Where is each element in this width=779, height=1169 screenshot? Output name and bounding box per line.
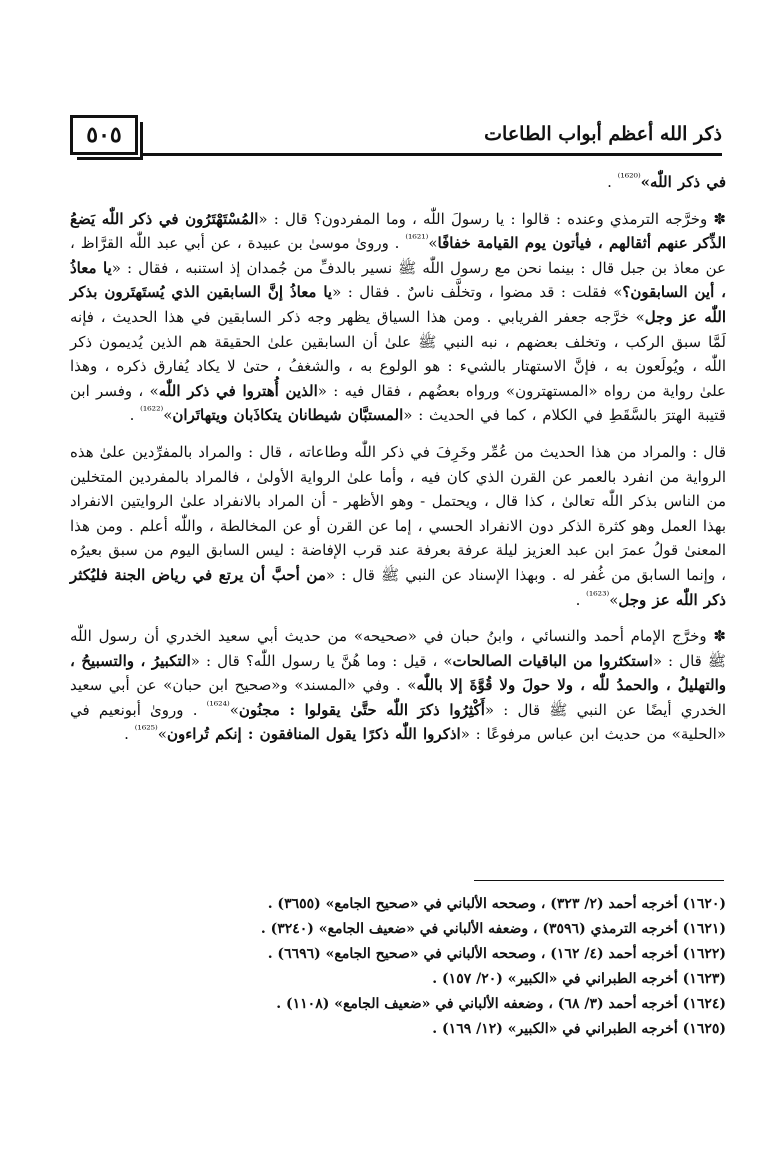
paragraph xyxy=(70,624,726,747)
main-text xyxy=(70,170,726,759)
text-run: » فقلت : قد مضوا ، وتخلَّف ناسٌ . فقال : « xyxy=(332,283,623,302)
footnote: (١٦٢٥) أخرجه الطبراني في «الكبير» (١٢/ ١٦٩) . xyxy=(432,1021,726,1037)
text-run: . xyxy=(607,173,618,191)
text-run: . xyxy=(124,725,135,744)
quoted-text: من أحبَّ أن يرتع في رياض الجنة فليُكثر ذكر اللّٰه عز وجل xyxy=(70,565,726,609)
text-run: ✽ وخرَّجه الترمذي وعنده : قالوا : يا رسولَ اللّٰه ، وما المفردون؟ قال : « xyxy=(258,209,727,228)
text-run: . وروىٰ أبونعيم في «الحلية» من حديث ابن عباس مرفوعًا : « xyxy=(70,700,726,744)
text-run: » خرَّجه جعفر الفريابي . ومن هذا السياق يظهر وجه ذكر السابقين في هذا الحديث ، فإنه لَمَّا سبق الركب ، وتخلف بعضهم ، نبه النبي ﷺ علىٰ أن السابقين علىٰ الحقيقة هم الذين يُديمون ذكر اللّٰه ، ويُولَعون به ، فإنَّ الاستهتار بالشيء : هو الولوع به ، والشغفُ ، حتىٰ لا يكاد يُفارق ذكره ، وهذا علىٰ رواية من رواه «المستهترون» ورواه بعضُهم ، فقال فيه : « xyxy=(70,307,727,400)
footnote: (١٦٢٣) أخرجه الطبراني في «الكبير» (٢٠/ ١٥٧) . xyxy=(432,971,726,987)
paragraph xyxy=(70,207,726,428)
text-run: . xyxy=(129,406,141,425)
footnote: (١٦٢٢) أخرجه أحمد (٤/ ١٦٢) ، وصححه الألباني في «صحيح الجامع» (٦٦٩٦) . xyxy=(267,946,726,962)
text-run: » ، قيل : وما هُنَّ يا رسول اللّٰه؟ قال : « xyxy=(190,651,453,670)
footnote-ref: ⁽¹⁶²²⁾ xyxy=(140,404,164,418)
text-run: » xyxy=(157,725,167,744)
header-rule xyxy=(142,153,722,156)
footnote-ref: ⁽¹⁶²⁰⁾ xyxy=(617,171,641,184)
quoted-text: يا معاذُ إنَّ السابقين الذي يُستَهتَرون بذكر اللّٰه عز وجل xyxy=(70,283,727,326)
footnote-ref: ⁽¹⁶²⁵⁾ xyxy=(134,723,158,737)
text-run: » xyxy=(428,234,438,253)
text-run: قال : والمراد من هذا الحديث من عُمِّر وخَرِفَ في ذكر اللّٰه وطاعاته ، قال : والمراد بالمفرِّدين علىٰ هذه الرواية من انفرد بالعمر عن القرن الذي كان فيه ، وأما علىٰ الرواية الأولىٰ ، فالمراد بالمفردين المتخلين من الناس بذكر اللّٰه تعالىٰ ، كذا قال ، ويحتمل - وهو الأظهر - أن المراد بالانفراد علىٰ الروايتين الانفراد بهذا العمل وهو كثرة الذكر دون الانفراد الحسي ، إما عن القرن أو عن المخالطة ، واللّٰه أعلم . ومن هذا المعنىٰ قولُ عمرَ ابن عبد العزيز ليلة عرفة بعرفة عند قرب الإفاضة : ليس السابق اليوم من سبق بعيرُه ، وإنما السابق من غُفر له . وبهذا الإسناد عن النبي ﷺ قال : « xyxy=(70,442,726,584)
quoted-text: أَكْثِرُوا ذكرَ اللّٰه حتَّىٰ يقولوا : مجنُون xyxy=(238,700,485,719)
footnotes xyxy=(120,892,726,1042)
text-run: . وروىٰ موسىٰ بن عبيدة ، عن أبي عبد اللّٰه القرَّاظ ، عن معاذ بن جبل قال : بينما نحن مع رسول اللّٰه ﷺ نسير بالدفِّ من جُمدان إذ استنبه ، فقال : « xyxy=(70,234,726,277)
page-number-box xyxy=(70,115,138,155)
text-run: » ، وفسر ابن قتيبة الهترَ بالسَّقَطِ في الكلام ، كما في الحديث : « xyxy=(70,381,726,425)
page-header xyxy=(70,115,722,159)
quoted-text: اذكروا اللّٰه ذكرًا يقول المنافقون : إنكم تُراءون xyxy=(166,725,461,744)
quoted-text: الذين أُهتروا في ذكر اللّٰه xyxy=(158,381,318,400)
text-run: » xyxy=(609,590,619,609)
quoted-text: استكثروا من الباقيات الصالحات xyxy=(452,651,653,670)
quoted-text: المُسْتَهْتَرُون في ذكر اللّٰه يَضعُ الذِّكر عنهم أثقالهم ، فيأتون يوم القيامة خفافًا xyxy=(70,209,727,253)
paragraph xyxy=(70,170,726,195)
text-run: » xyxy=(229,700,239,719)
page-number: ٥٠٥ xyxy=(86,122,122,148)
footnote-ref: ⁽¹⁶²¹⁾ xyxy=(405,232,429,246)
footnote: (١٦٢٠) أخرجه أحمد (٢/ ٣٢٣) ، وصححه الألباني في «صحيح الجامع» (٣٦٥٥) . xyxy=(267,896,726,912)
footnote-ref: ⁽¹⁶²⁴⁾ xyxy=(206,698,230,712)
text-run: ✽ وخرَّج الإمام أحمد والنسائي ، وابنُ حبان في «صحيحه» من حديث أبي سعيد الخدري أن رسول اللّٰه ﷺ قال : « xyxy=(70,627,726,670)
quoted-text: في ذكر اللّٰه» xyxy=(640,173,726,191)
footnote-separator xyxy=(474,880,724,881)
text-run: » xyxy=(163,406,173,425)
quoted-text: يا معاذُ ، أين السابقون؟ xyxy=(70,258,726,302)
footnote-ref: ⁽¹⁶²³⁾ xyxy=(586,588,610,602)
paragraph xyxy=(70,440,726,612)
footnote: (١٦٢١) أخرجه الترمذي (٣٥٩٦) ، وضعفه الألباني في «ضعيف الجامع» (٣٢٤٠) . xyxy=(260,921,726,937)
running-title: ذكر الله أعظم أبواب الطاعات xyxy=(484,123,722,145)
quoted-text: المستبَّان شيطانان يتكاذَبان ويتهاتَران xyxy=(172,406,404,425)
text-run: » . وفي «المسند» و«صحيح ابن حبان» عن أبي سعيد الخدري أيضًا عن النبي ﷺ قال : « xyxy=(70,676,726,719)
text-run: . xyxy=(575,590,587,609)
quoted-text: التكبيرُ ، والتسبيحُ ، والتهليلُ ، والحمدُ للّٰه ، ولا حولَ ولا قُوَّةَ إلا باللّٰه xyxy=(70,651,726,695)
footnote: (١٦٢٤) أخرجه أحمد (٣/ ٦٨) ، وضعفه الألباني في «ضعيف الجامع» (١١٠٨) . xyxy=(276,996,726,1012)
